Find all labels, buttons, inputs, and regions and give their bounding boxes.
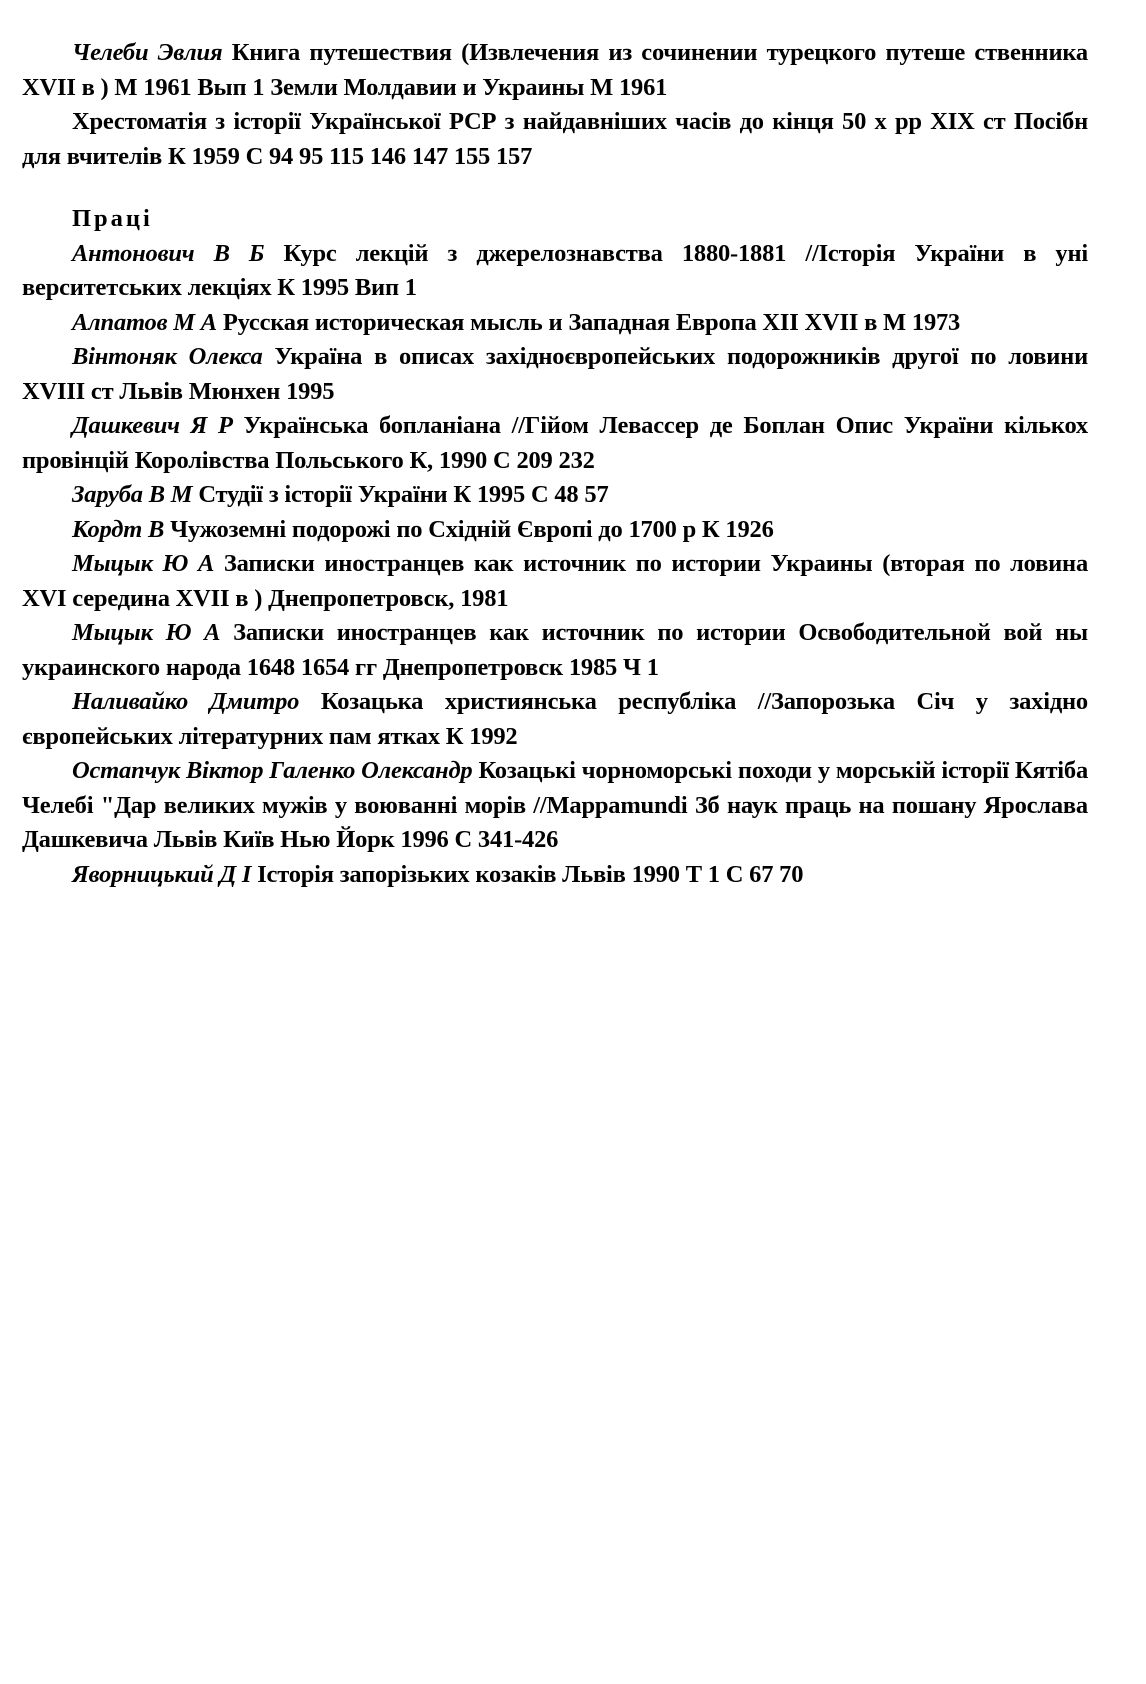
work-entry [22,754,1088,858]
entry-author: Вінтоняк Олекса [72,343,263,370]
entry-author: Яворницький Д І [72,860,252,888]
works-heading: Праці [72,205,153,232]
entry-text: Козацькі чорноморські походи у морській історії Кятіба Челебі "Дар великих мужів у воюванні морів //Mappamundi Зб наук праць на пошану Ярослава Дашкевича Львів Київ Нью Йорк 1996 С 341-426 [22,757,1088,853]
work-entry [22,306,1088,341]
entry-author: Мыцык Ю А [72,550,215,577]
entry-author: Антонович В Б [72,239,265,267]
entry-text: Історія запорізьких козаків Львів 1990 Т 1 С 67 70 [257,860,804,888]
entry-author: Наливайко Дмитро [72,688,300,715]
source-entry [22,36,1088,105]
entry-author: Челеби Эвлия [72,39,223,66]
entry-text: Русская историческая мысль и Западная Европа XII XVII в М 1973 [222,308,961,336]
entry-author: Остапчук Віктор Галенко Олександр [72,757,473,784]
entry-text: Україна в описах західноєвропейських подорожників другої по ловини XVIII ст Львів Мюнхен 1995 [22,343,1088,405]
work-entry [22,409,1088,478]
entry-author: Заруба В М [72,481,193,508]
entry-author: Мыцык Ю А [72,619,221,646]
entry-text: Записки иностранцев как источник по истории Освободительной вой ны украинского народа 1648 1654 гг Днепропетровск 1985 Ч 1 [22,619,1088,681]
entry-text: Козацька християнська республіка //Запорозька Січ у західно європейських літературних пам ятках К 1992 [22,688,1088,750]
source-entry [22,105,1088,174]
entry-author: Дашкевич Я Р [72,412,233,439]
entry-text: Студії з історії України К 1995 С 48 57 [198,481,609,508]
work-entry [22,478,1088,513]
document-page [22,36,1088,892]
entry-text: Українська бопланіана //Гійом Левассер де Боплан Опис України кількох провінцій Королівства Польського К, 1990 С 209 232 [22,412,1088,474]
work-entry [22,237,1088,306]
entry-text: Книга путешествия (Извлечения из сочинении турецкого путеше ственника XVII в ) М 1961 Вып 1 Земли Молдавии и Украины М 1961 [22,39,1088,101]
work-entry [22,858,1088,893]
work-entry [22,685,1088,754]
entry-author: Кордт В [72,515,165,543]
entry-text: Хрестоматія з історії Української РСР з найдавніших часів до кінця 50 х рр XIX ст Посібн для вчителів К 1959 С 94 95 115 146 147 155 157 [22,108,1088,170]
work-entry [22,513,1088,548]
work-entry [22,547,1088,616]
entry-text: Курс лекцій з джерелознавства 1880-1881 //Історія України в уні верситетських лекціях К 1995 Вип 1 [22,239,1088,301]
entry-text: Записки иностранцев как источник по истории Украины (вторая по ловина XVI середина XVII в ) Днепропетровск, 1981 [22,550,1088,612]
entry-author: Алпатов М А [72,308,217,336]
work-entry [22,616,1088,685]
entry-text: Чужоземні подорожі по Східній Європі до 1700 р К 1926 [170,515,774,543]
work-entry [22,340,1088,409]
